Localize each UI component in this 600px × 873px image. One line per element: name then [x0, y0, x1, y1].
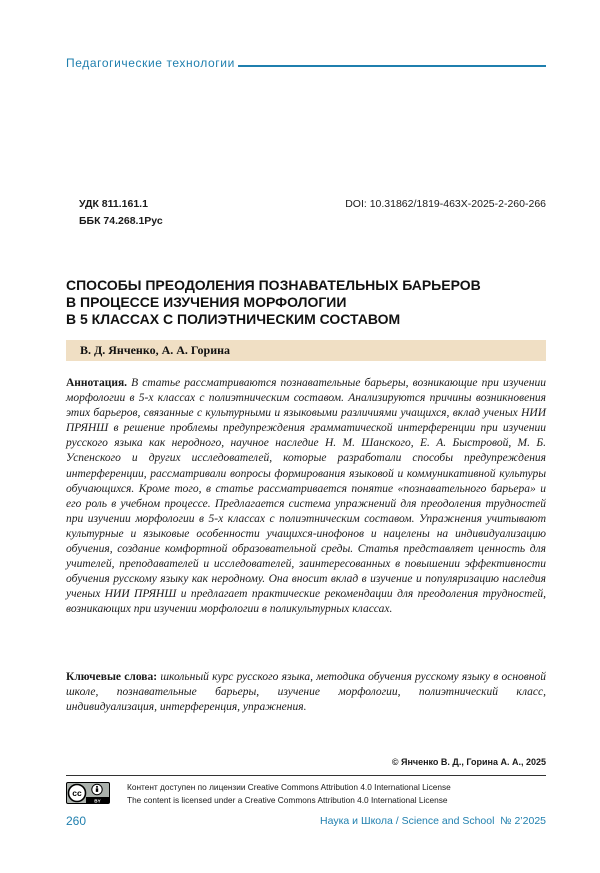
classification-codes [79, 196, 163, 230]
title-line: В 5 КЛАССАХ С ПОЛИЭТНИЧЕСКИМ СОСТАВОМ [66, 311, 401, 327]
keywords-label: Ключевые слова: [66, 671, 158, 683]
journal-title: Наука и Школа / Science and School [320, 815, 495, 827]
cc-by-icon[interactable] [66, 782, 110, 804]
section-header [66, 50, 546, 70]
journal-name [320, 815, 546, 827]
authors-band [66, 340, 546, 361]
svg-text:cc: cc [72, 788, 82, 799]
bbk-code: ББК 74.268.1Рус [79, 215, 163, 227]
footer-rule [66, 775, 546, 776]
license-ru[interactable]: Контент доступен по лицензии Creative Commons Attribution 4.0 International License [127, 782, 451, 792]
keywords-text: школьный курс русского языка, методика обучения русскому языку в основной школе, познавательные барьеры, изучение морфологии, полиэтнический класс, индивидуализация, интерференция, упражнения. [66, 671, 546, 714]
keywords [66, 670, 546, 715]
abstract-label: Аннотация. [66, 377, 128, 389]
title-line: СПОСОБЫ ПРЕОДОЛЕНИЯ ПОЗНАВАТЕЛЬНЫХ БАРЬЕРОВ [66, 277, 481, 293]
license-text [127, 781, 451, 806]
section-rubric: Педагогические технологии [66, 56, 235, 70]
license-en[interactable]: The content is licensed under a Creative Commons Attribution 4.0 International License [127, 794, 448, 805]
header-rule [238, 65, 546, 67]
title-line: В ПРОЦЕССЕ ИЗУЧЕНИЯ МОРФОЛОГИИ [66, 294, 347, 310]
abstract-text: В статье рассматриваются познавательные барьеры, возникающие при изучении морфологии в 5-х классах с полиэтническим составом. Анализируются причины возникновения этих барьеров, связанные с культурными и языковыми различиями учащихся, вклад ученых НИИ ПРЯНШ в решение проблемы предупреждения грамматической интерференции при изучении русского языка как неродного, научное наследие Н. М. Шанского, Е. А. Быстровой, М. Б. Успенского и других исследователей, которые разработали способы предупреждения интерференции, рассматривали вопросы формирования языковой и коммуникативной культуры обучающихся. Кроме того, в статье рассматривается понятие «познавательного барьера» и его роль в учебном процессе. Предлагается система упражнений для преодоления трудностей при изучении морфологии в 5-х классах с полиэтническим составом. Упражнения учитывают культурные и языковые особенности учащихся-инофонов и нацелены на индивидуализацию обучения, создание комфортной образовательной среды. Статья представляет ценность для учителей, преподавателей и исследователей, заинтересованных в повышении эффективности обучения русскому языку как неродному. Она вносит вклад в изучение и популяризацию наследия ученых НИИ ПРЯНШ и предлагает практические рекомендации для преодоления трудностей, возникающих при изучении морфологии в поликультурных классах. [66, 377, 546, 616]
authors: В. Д. Янченко, А. А. Горина [80, 343, 231, 357]
doi[interactable]: DOI: 10.31862/1819-463X-2025-2-260-266 [345, 198, 546, 210]
svg-text:BY: BY [94, 798, 101, 804]
copyright: © Янченко В. Д., Горина А. А., 2025 [391, 757, 546, 767]
abstract [66, 376, 546, 618]
page-number: 260 [66, 814, 87, 828]
article-title [66, 277, 546, 328]
udk-code: УДК 811.161.1 [79, 198, 148, 210]
journal-issue: № 2’2025 [500, 815, 546, 827]
